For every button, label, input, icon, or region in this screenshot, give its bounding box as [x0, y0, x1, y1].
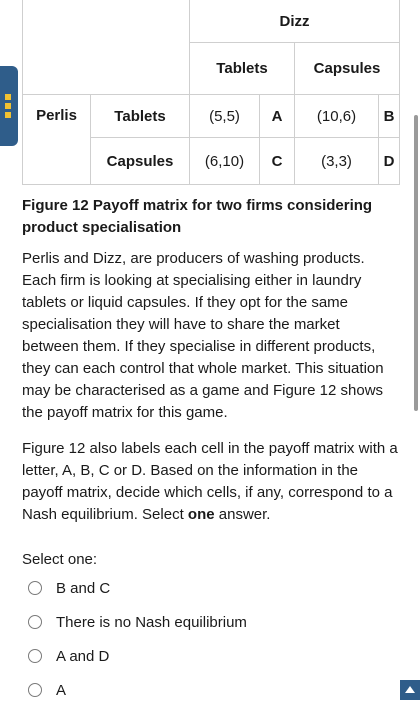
option-b-and-c[interactable] — [28, 576, 110, 600]
grip-dot — [5, 103, 11, 109]
cell-letter-a: A — [260, 95, 295, 138]
grip-dot — [5, 112, 11, 118]
radio-button[interactable] — [28, 683, 42, 697]
col-header-tablets: Tablets — [190, 43, 295, 95]
option-label: A and D — [56, 647, 110, 665]
question-paragraph-1: Perlis and Dizz, are producers of washing products. Each firm is looking at specialising either in laundry tablets or liquid capsules. If they opt for the same specialisation they will have to share the market between them. If they specialise in different products, they can each control that whole market. This situation may be characterised as a game and Figure 12 shows the payoff matrix for this game. — [22, 250, 384, 421]
payoff-cell-b: (10,6) — [295, 95, 379, 138]
radio-button[interactable] — [28, 581, 42, 595]
option-a[interactable] — [28, 678, 66, 702]
payoff-cell-d: (3,3) — [295, 138, 379, 185]
grip-dot — [5, 94, 11, 100]
player-top-label: Dizz — [190, 0, 400, 43]
row-header-tablets: Tablets — [91, 95, 190, 138]
option-label: There is no Nash equilibrium — [56, 613, 247, 631]
instruction-text-end: answer. — [214, 506, 271, 523]
option-no-nash-equilibrium[interactable] — [28, 610, 247, 634]
option-label: B and C — [56, 579, 111, 597]
arrow-up-icon — [400, 680, 420, 700]
cell-letter-c: C — [260, 138, 295, 185]
row-header-capsules: Capsules — [91, 138, 190, 185]
option-label: A — [56, 681, 67, 699]
instruction-text: Figure 12 also labels each cell in the payoff matrix with a letter, A, B, C or D. Based on the information in the payoff matrix, decide which cells, if any, correspond to a Nash equilibrium. Select — [22, 440, 398, 523]
payoff-matrix — [22, 0, 400, 185]
option-a-and-d[interactable] — [28, 644, 109, 668]
radio-button[interactable] — [28, 649, 42, 663]
instruction-emphasis: one — [187, 506, 215, 523]
question-paragraph-2 — [22, 438, 400, 526]
payoff-cell-c: (6,10) — [190, 138, 260, 185]
player-left-label: Perlis — [23, 95, 91, 185]
payoff-cell-a: (5,5) — [190, 95, 260, 138]
scrollbar[interactable] — [414, 115, 418, 411]
col-header-capsules: Capsules — [295, 43, 400, 95]
scroll-top-button[interactable] — [400, 680, 420, 700]
figure-caption: Figure 12 Payoff matrix for two firms considering product specialisation — [22, 197, 373, 236]
cell-letter-d: D — [379, 138, 400, 185]
side-grip-icon[interactable] — [0, 66, 18, 146]
matrix-corner-cell — [23, 0, 190, 95]
radio-button[interactable] — [28, 615, 42, 629]
cell-letter-b: B — [379, 95, 400, 138]
select-one-label: Select one: — [22, 551, 98, 568]
